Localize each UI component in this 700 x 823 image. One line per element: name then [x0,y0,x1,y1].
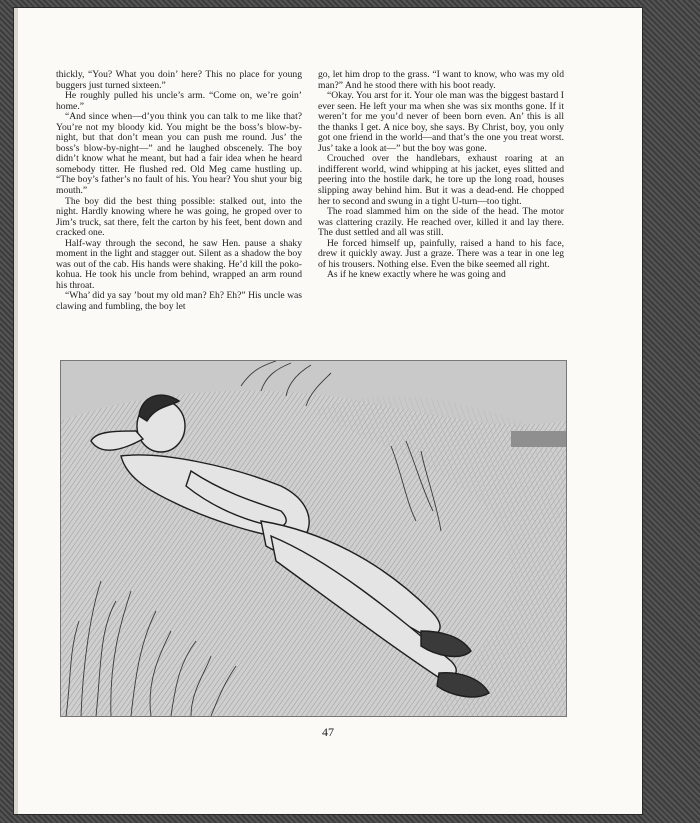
left-text-column [56,70,302,313]
paragraph: Crouched over the handlebars, exhaust roaring at an indifferent world, wind whipping at his jacket, eyes slitted and peering into the hostile dark, he tore up the long road, houses slipping away behind him. But it was a dead-end. He chopped her to second and swung in a tight U-turn—too tight. [318,153,564,207]
magazine-page [14,8,642,814]
paragraph: go, let him drop to the grass. “I want to know, who was my old man?” And he stood there with his boot ready. [318,69,564,91]
illustration-boy-lying-on-dune [60,360,567,717]
paragraph: As if he knew exactly where he was going and [327,269,506,281]
paragraph: “And since when—d’you think you can talk to me like that? You’re not my bloody kid. You might be the boss’s blow-by-night, but that don’t mean you can push me round. Jus’ the boss’s blow-by-night—” and he laughed obscenely. The boy didn’t know what he meant, but had a fair idea when he heard somebody titter. He flushed red. Old Meg came hustling up. “The boy’s father’s no fault of his. You hear? You shut your big mouth.” [56,111,302,197]
paragraph: Half-way through the second, he saw Hen. pause a shaky moment in the light and stagger out. Silent as a shadow the boy was out of the cab. His hands were shaking. He’d kill the poko-kohua. He took his uncle from behind, wrapped an arm round his throat. [56,237,302,291]
paragraph: He roughly pulled his uncle’s arm. “Come on, we’re goin’ home.” [56,90,302,112]
paragraph: He forced himself up, painfully, raised a hand to his face, drew it quickly away. Just a graze. There was a tear in one leg of his trousers. Nothing else. Even the bike seemed all right. [318,237,564,270]
page-number: 47 [322,725,334,739]
paragraph: “Okay. You arst for it. Your ole man was the biggest bastard I ever seen. He left your ma when she was six months gone. If it weren’t for me you’d never of been born even. An’ this is all the thanks I get. A nice boy, she says. By Christ, boy, you only got one friend in the world—and that’s the one you treat worst. Jus’ take a look at—” but the boy was gone. [318,90,564,154]
paragraph: “Wha’ did ya say ’bout my old man? Eh? Eh?” His uncle was clawing and fumbling, the boy let [56,290,302,313]
illustration-drawing [61,361,566,716]
paragraph: The boy did the best thing possible: stalked out, into the night. Hardly knowing where he was going, he groped over to Jim’s truck, sat there, felt the carton by his feet, bent down and cracked one. [56,195,302,239]
paragraph: The road slammed him on the side of the head. The motor was clattering crazily. He reached over, killed it and lay there. The dust settled and all was still. [318,206,564,239]
paragraph: thickly, “You? What you doin’ here? This no place for young buggers just turned sixteen.” [56,69,302,91]
right-text-column [318,70,564,281]
